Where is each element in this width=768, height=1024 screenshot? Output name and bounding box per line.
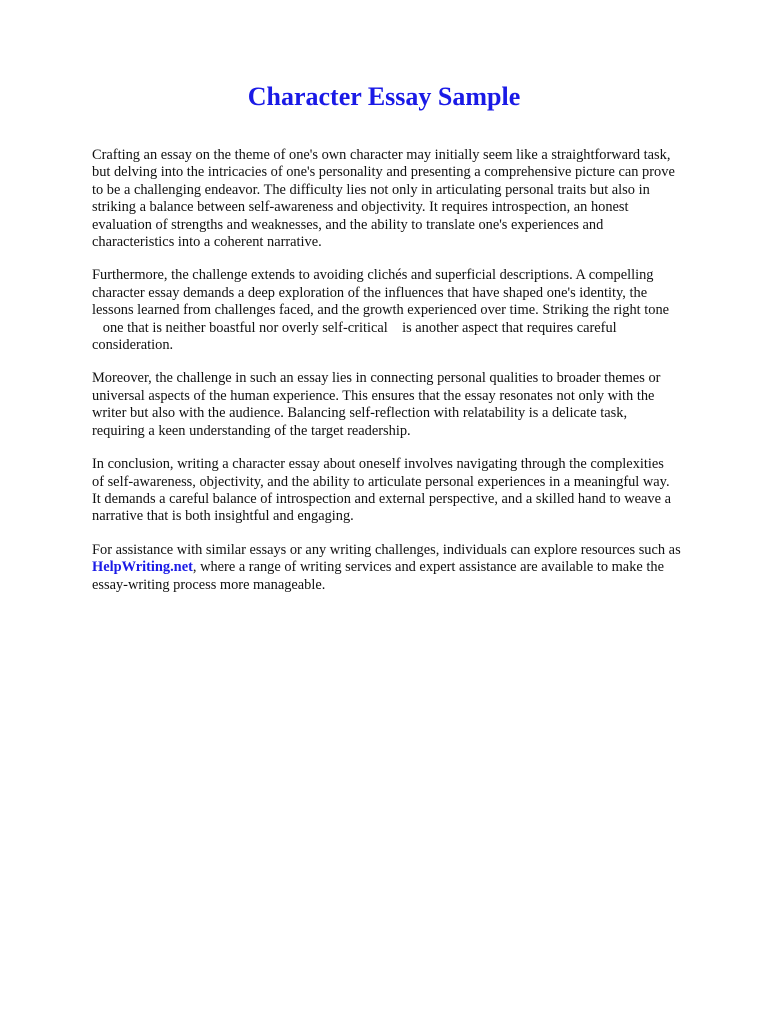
paragraph-moreover [92,370,734,440]
text-line: essay-writing process more manageable. [92,576,326,593]
text-line: In conclusion, writing a character essay about oneself involves navigating through the complexities [92,456,664,473]
text-line: requiring a keen understanding of the target readership. [92,422,411,439]
paragraph-intro [92,147,734,251]
text-line: Crafting an essay on the theme of one's own character may initially seem like a straightforward task, [92,147,671,163]
text-fragment: , where a range of writing services and expert assistance are available to make the [192,559,664,576]
helpwriting-link[interactable]: HelpWriting.net [92,559,193,576]
text-line: narrative that is both insightful and engaging. [92,508,354,525]
paragraph-conclusion [92,456,734,526]
text-line: one that is neither boastful nor overly self-critical is another aspect that requires careful [92,319,617,336]
essay-body [92,147,734,610]
text-line: but delving into the intricacies of one's personality and presenting a comprehensive picture can prove [92,164,675,181]
text-line: Furthermore, the challenge extends to avoiding clichés and superficial descriptions. A compelling [92,267,654,284]
text-line: Moreover, the challenge in such an essay lies in connecting personal qualities to broader themes or [92,370,661,387]
text-line: characteristics into a coherent narrative. [92,234,322,251]
text-line: lessons learned from challenges faced, and the growth experienced over time. Striking the right tone [92,302,670,319]
paragraph-furthermore [92,267,734,354]
text-line: of self-awareness, objectivity, and the ability to articulate personal experiences in a meaningful way. [92,473,670,490]
text-line: to be a challenging endeavor. The difficulty lies not only in articulating personal traits but also in [92,181,650,198]
text-line: writer but also with the audience. Balancing self-reflection with relatability is a delicate task, [92,405,628,422]
text-line: consideration. [92,337,174,354]
page-title: Character Essay Sample [247,82,521,111]
text-line: For assistance with similar essays or any writing challenges, individuals can explore resources such as [92,541,681,558]
paragraph-closing [92,542,734,594]
text-line: evaluation of strengths and weaknesses, and the ability to translate one's experiences and [92,216,604,233]
text-line: striking a balance between self-awareness and objectivity. It requires introspection, an honest [92,199,629,216]
text-line: universal aspects of the human experience. This ensures that the essay resonates not only with the [92,387,655,404]
text-line: It demands a careful balance of introspection and external perspective, and a skilled hand to weave a [92,490,671,507]
text-line-with-link [92,559,734,576]
text-line: character essay demands a deep exploration of the influences that have shaped one's identity, the [92,284,648,301]
